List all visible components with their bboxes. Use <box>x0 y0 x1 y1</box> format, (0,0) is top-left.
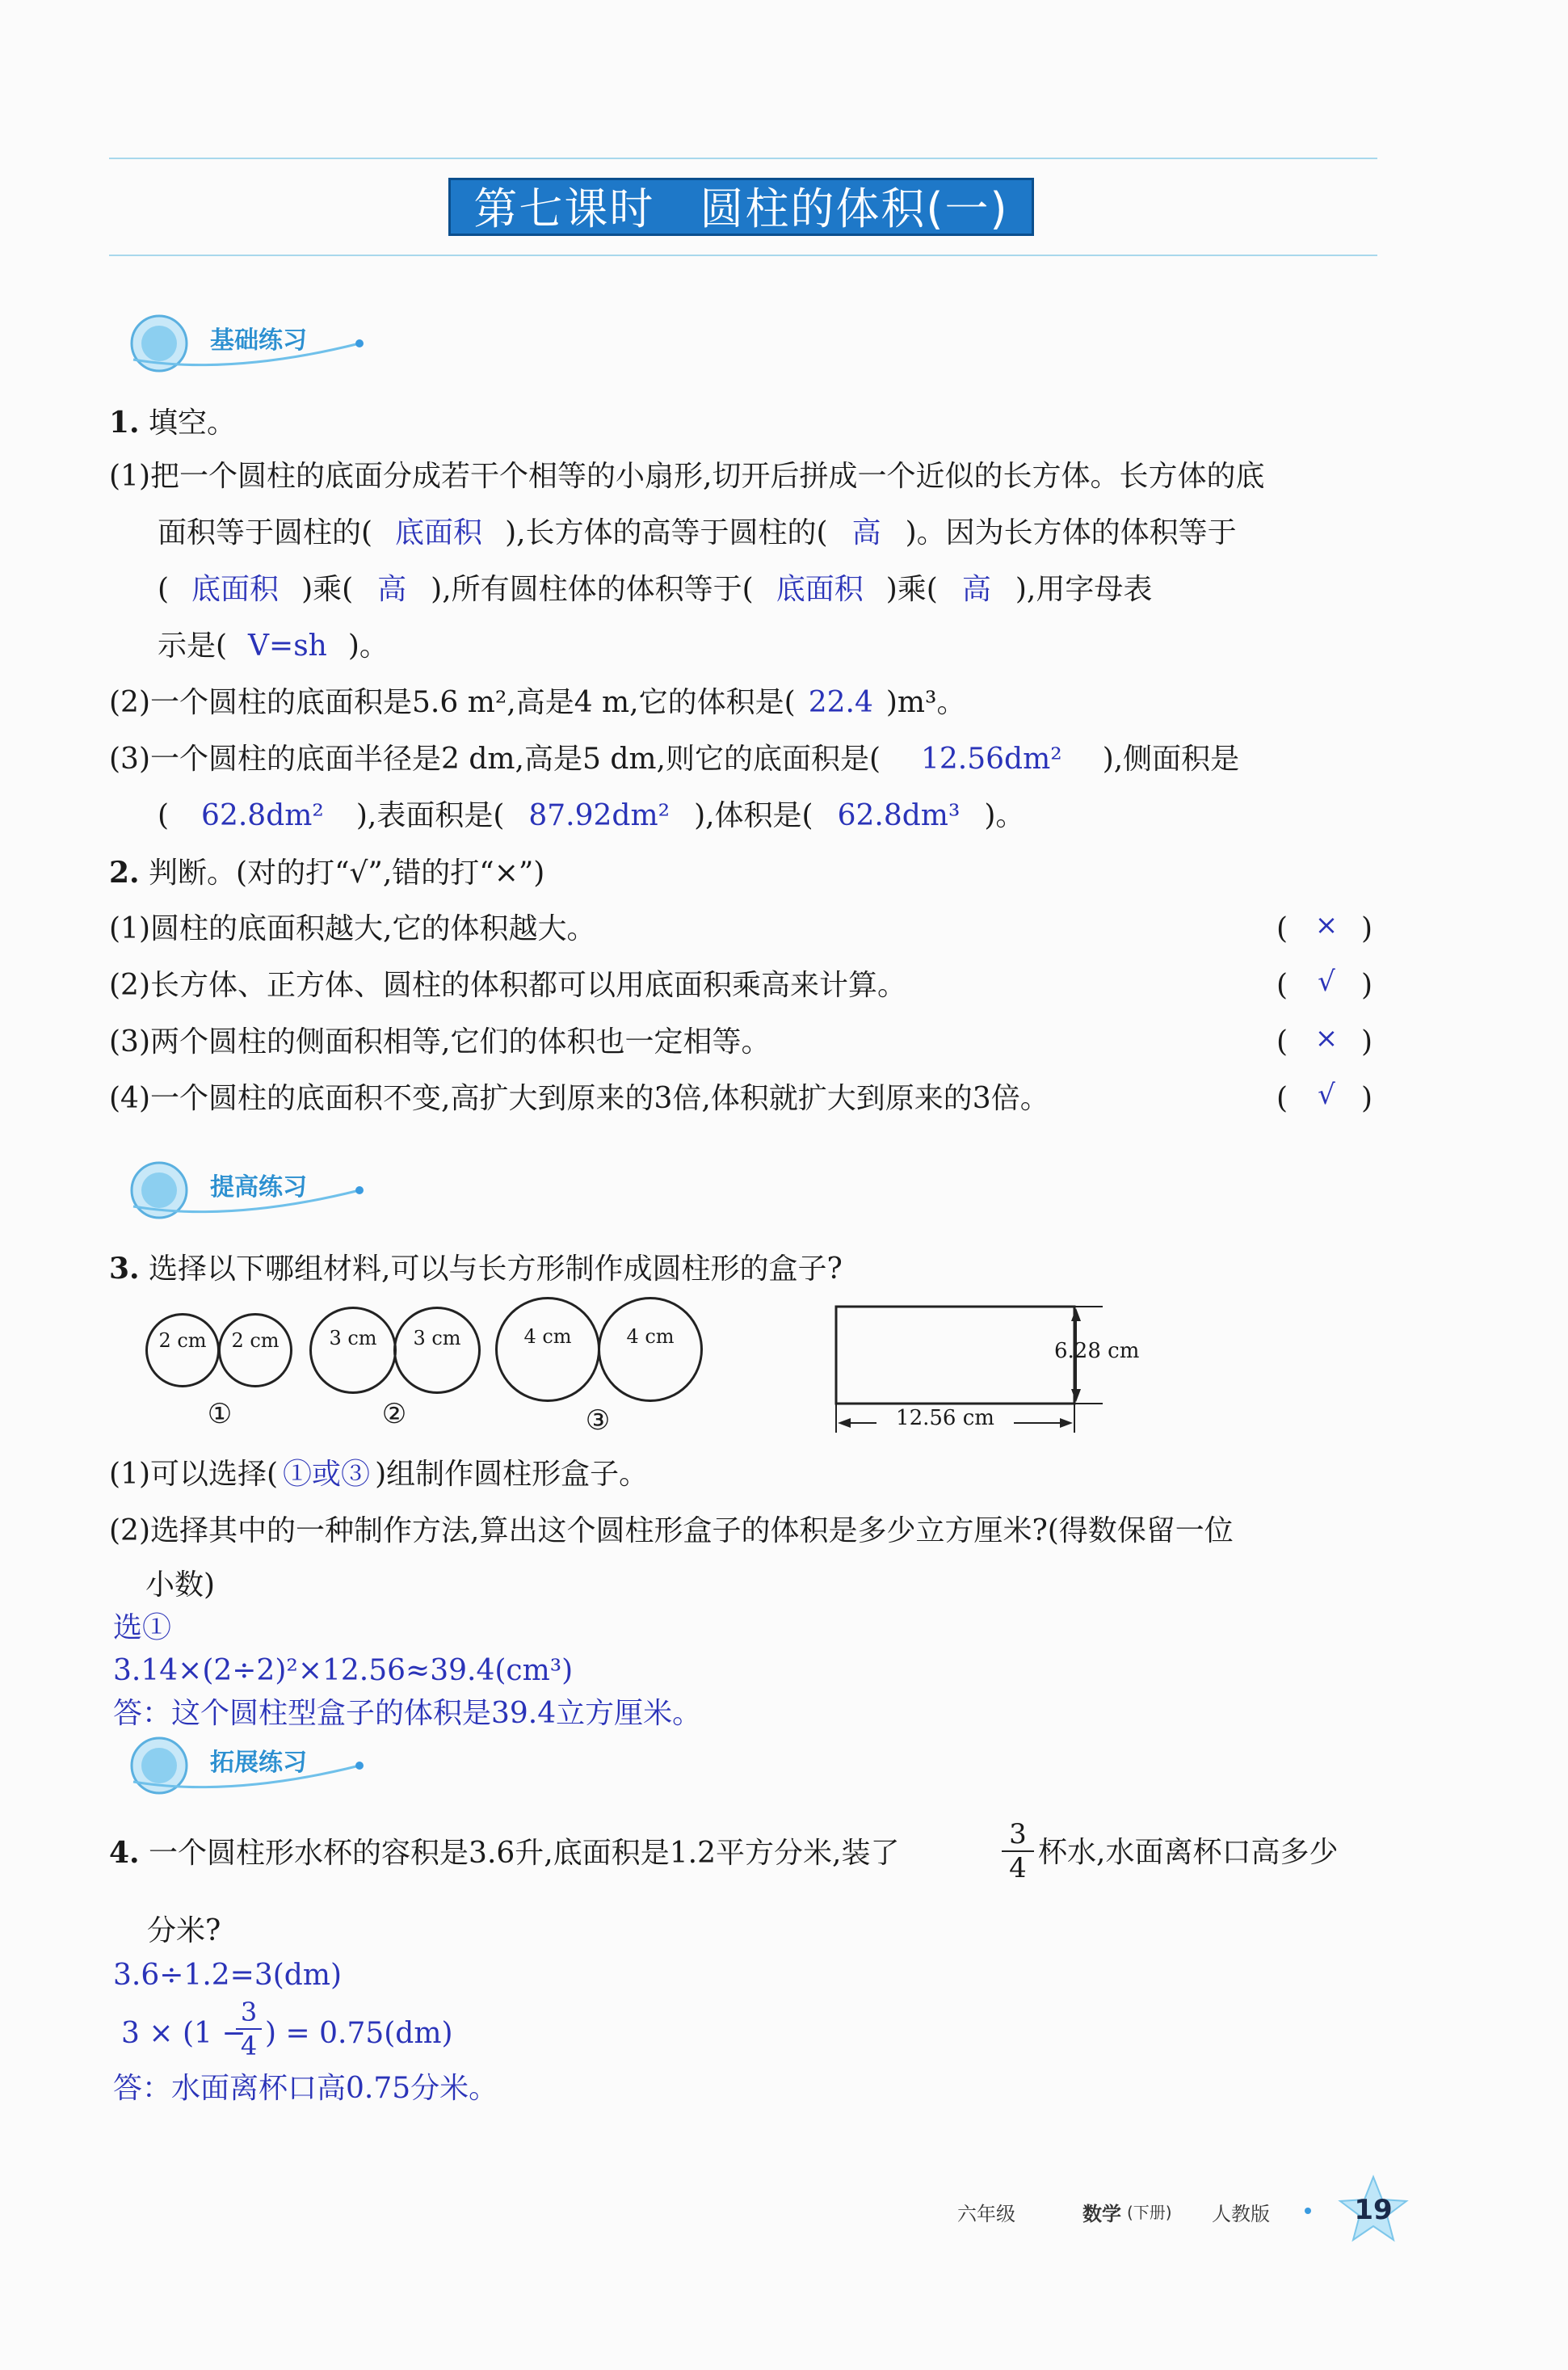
q1-p3-text: ),表面积是( <box>355 799 505 832</box>
circle-shape <box>495 1297 600 1402</box>
circle-label: 4 cm <box>626 1325 675 1348</box>
footer-grade: 六年级 <box>957 2203 1015 2225</box>
q3-answer-line2: 3.14×(2÷2)²×12.56≈39.4(cm³) <box>113 1654 574 1687</box>
q1-p2-text: )m³。 <box>885 686 966 719</box>
footer-volume: (下册) <box>1127 2203 1172 2222</box>
q3-heading-text: 选择以下哪组材料,可以与长方形制作成圆柱形的盒子? <box>149 1252 843 1286</box>
circle-shape <box>309 1307 397 1394</box>
q4-text: 一个圆柱形水杯的容积是3.6升,底面积是1.2平方分米,装了 <box>149 1837 900 1870</box>
circle-label: 3 cm <box>329 1327 377 1349</box>
q4-answer-line2a: 3 × (1 − <box>121 2017 246 2050</box>
circle-shape <box>393 1307 481 1394</box>
q1-heading-text: 填空。 <box>149 406 237 440</box>
q4-answer-fraction-denominator: 4 <box>236 2028 262 2062</box>
q3-sub2-line1: (2)选择其中的一种制作方法,算出这个圆柱形盒子的体积是多少立方厘米?(得数保留一位 <box>109 1514 1234 1547</box>
q1-p1-text: )。 <box>347 629 389 663</box>
footer-dot <box>1305 2208 1311 2214</box>
q1-p1-text: ),用字母表 <box>1015 573 1153 606</box>
q1-p1-text: )。因为长方体的体积等于 <box>905 516 1237 549</box>
q3-heading <box>109 1248 843 1290</box>
section-extend <box>109 1721 376 1810</box>
q3-sub1 <box>109 1454 648 1495</box>
section-improve-label: 提高练习 <box>210 1173 307 1202</box>
q1-answer-1: 底面积 <box>395 516 483 549</box>
q1-answer-4: 高 <box>377 573 407 606</box>
q1-heading <box>109 402 236 444</box>
q2-heading <box>109 852 544 894</box>
q4-line2: 分米? <box>147 1914 221 1947</box>
q1-answer-3: 底面积 <box>191 573 280 606</box>
q3-sub1-answer: ①或③ <box>283 1458 371 1491</box>
footer-edition: 人教版 <box>1212 2203 1270 2225</box>
q2-item: (1)圆柱的底面积越大,它的体积越大。 <box>109 912 596 945</box>
q4-answer-fraction <box>236 1996 262 2062</box>
q4-answer-fraction-numerator: 3 <box>240 1997 258 2027</box>
q1-p3-line1 <box>109 739 1239 780</box>
q1-p2 <box>109 683 965 723</box>
q3-number: 3. <box>109 1252 140 1286</box>
q2-paren-open: ( <box>1276 1025 1288 1059</box>
q4-answer-line3: 答：水面离杯口高0.75分米。 <box>113 2072 498 2105</box>
q2-number: 2. <box>109 856 140 890</box>
q1-answer-6: 高 <box>961 573 991 606</box>
section-basic <box>109 299 376 388</box>
q1-p1-text: 面积等于圆柱的( <box>158 516 373 549</box>
q1-p1-text: 示是( <box>158 629 228 663</box>
q1-p1-text: ( <box>158 573 170 606</box>
q4-text-b: 杯水,水面离杯口高多少 <box>1038 1836 1339 1869</box>
q4-fraction-numerator: 3 <box>1009 1818 1027 1850</box>
circle-label: 2 cm <box>231 1329 280 1352</box>
q1-p1-text: ),所有圆柱体的体积等于( <box>431 573 754 606</box>
section-improve <box>109 1146 376 1235</box>
q1-number: 1. <box>109 406 140 440</box>
q3-sub1-text: (1)可以选择( <box>109 1458 279 1491</box>
q1-p3-answer-4: 62.8dm³ <box>837 799 961 832</box>
q2-item: (4)一个圆柱的底面积不变,高扩大到原来的3倍,体积就扩大到原来的3倍。 <box>109 1082 1049 1115</box>
q2-item: (3)两个圆柱的侧面积相等,它们的体积也一定相等。 <box>109 1025 771 1059</box>
q4-number: 4. <box>109 1836 140 1870</box>
rect-width-label: 12.56 cm <box>876 1406 1014 1430</box>
section-basic-label: 基础练习 <box>210 326 307 355</box>
section-extend-label: 拓展练习 <box>210 1749 307 1777</box>
q4-fraction-denominator: 4 <box>1002 1850 1034 1884</box>
q2-paren-close: ) <box>1361 1082 1373 1115</box>
q3-answer-line3: 答：这个圆柱型盒子的体积是39.4立方厘米。 <box>113 1697 702 1730</box>
circle-label: 2 cm <box>158 1329 207 1352</box>
q2-paren-close: ) <box>1361 912 1373 945</box>
q2-paren-open: ( <box>1276 969 1288 1002</box>
q1-p3-text: )。 <box>984 799 1025 832</box>
q2-paren-close: ) <box>1361 969 1373 1002</box>
group-label: ③ <box>585 1404 611 1437</box>
q1-answer-7: V=sh <box>248 629 327 663</box>
circle-label: 4 cm <box>523 1325 572 1348</box>
q3-sub2-line2: 小数) <box>145 1568 216 1602</box>
q1-p1-line1: (1)把一个圆柱的底面分成若干个相等的小扇形,切开后拼成一个近似的长方体。长方体的底 <box>109 460 1265 493</box>
group-label: ② <box>381 1398 407 1430</box>
q1-p3-answer-2: 62.8dm² <box>201 799 324 832</box>
q1-answer-5: 底面积 <box>776 573 864 606</box>
footer-subject: 数学 <box>1082 2203 1121 2225</box>
q1-p3-text: ),体积是( <box>694 799 813 832</box>
q4-line1 <box>109 1833 899 1874</box>
q4-answer-line2b: ) = 0.75(dm) <box>265 2017 453 2050</box>
q4-answer-line1: 3.6÷1.2=3(dm) <box>113 1959 343 1992</box>
q1-answer-2: 高 <box>851 516 881 549</box>
rect-height-label: 6.28 cm <box>1054 1339 1140 1363</box>
q1-p1-line3 <box>158 570 1152 610</box>
top-rule <box>109 158 1377 159</box>
q4-fraction <box>1002 1818 1034 1884</box>
q2-paren-open: ( <box>1276 912 1288 945</box>
circle-shape <box>598 1297 703 1402</box>
q1-p1-text: ),长方体的高等于圆柱的( <box>505 516 828 549</box>
q2-mark: × <box>1314 909 1339 941</box>
q2-mark: × <box>1314 1022 1339 1055</box>
q2-mark: √ <box>1318 1079 1335 1111</box>
q1-p3-text: (3)一个圆柱的底面半径是2 dm,高是5 dm,则它的底面积是( <box>109 743 881 776</box>
title-rule <box>109 255 1377 256</box>
q1-p1-line2 <box>158 513 1237 554</box>
q1-p1-text: )乘( <box>885 573 938 606</box>
q1-p3-text: ( <box>158 799 170 832</box>
q1-p3-answer-3: 87.92dm² <box>528 799 670 832</box>
q1-p3-answer-1: 12.56dm² <box>921 743 1062 776</box>
q2-heading-text: 判断。(对的打“√”,错的打“×”) <box>149 857 545 890</box>
q1-p2-text: (2)一个圆柱的底面积是5.6 m²,高是4 m,它的体积是( <box>109 686 796 719</box>
q1-p3-line2 <box>158 796 1024 836</box>
q2-paren-close: ) <box>1361 1025 1373 1059</box>
q3-answer-line1: 选① <box>113 1611 172 1644</box>
q1-p1-line4 <box>158 626 389 667</box>
page-number: 19 <box>1354 2194 1393 2226</box>
q2-mark: √ <box>1318 966 1335 998</box>
q2-paren-open: ( <box>1276 1082 1288 1115</box>
q1-p1-text: )乘( <box>301 573 354 606</box>
page-title: 第七课时 圆柱的体积(一) <box>448 178 1034 236</box>
q1-p2-answer: 22.4 <box>808 686 873 719</box>
q3-sub1-text: )组制作圆柱形盒子。 <box>375 1458 649 1491</box>
circle-label: 3 cm <box>413 1327 461 1349</box>
group-label: ① <box>207 1398 233 1430</box>
q1-p3-text: ),侧面积是 <box>1102 743 1240 776</box>
q2-item: (2)长方体、正方体、圆柱的体积都可以用底面积乘高来计算。 <box>109 969 906 1002</box>
